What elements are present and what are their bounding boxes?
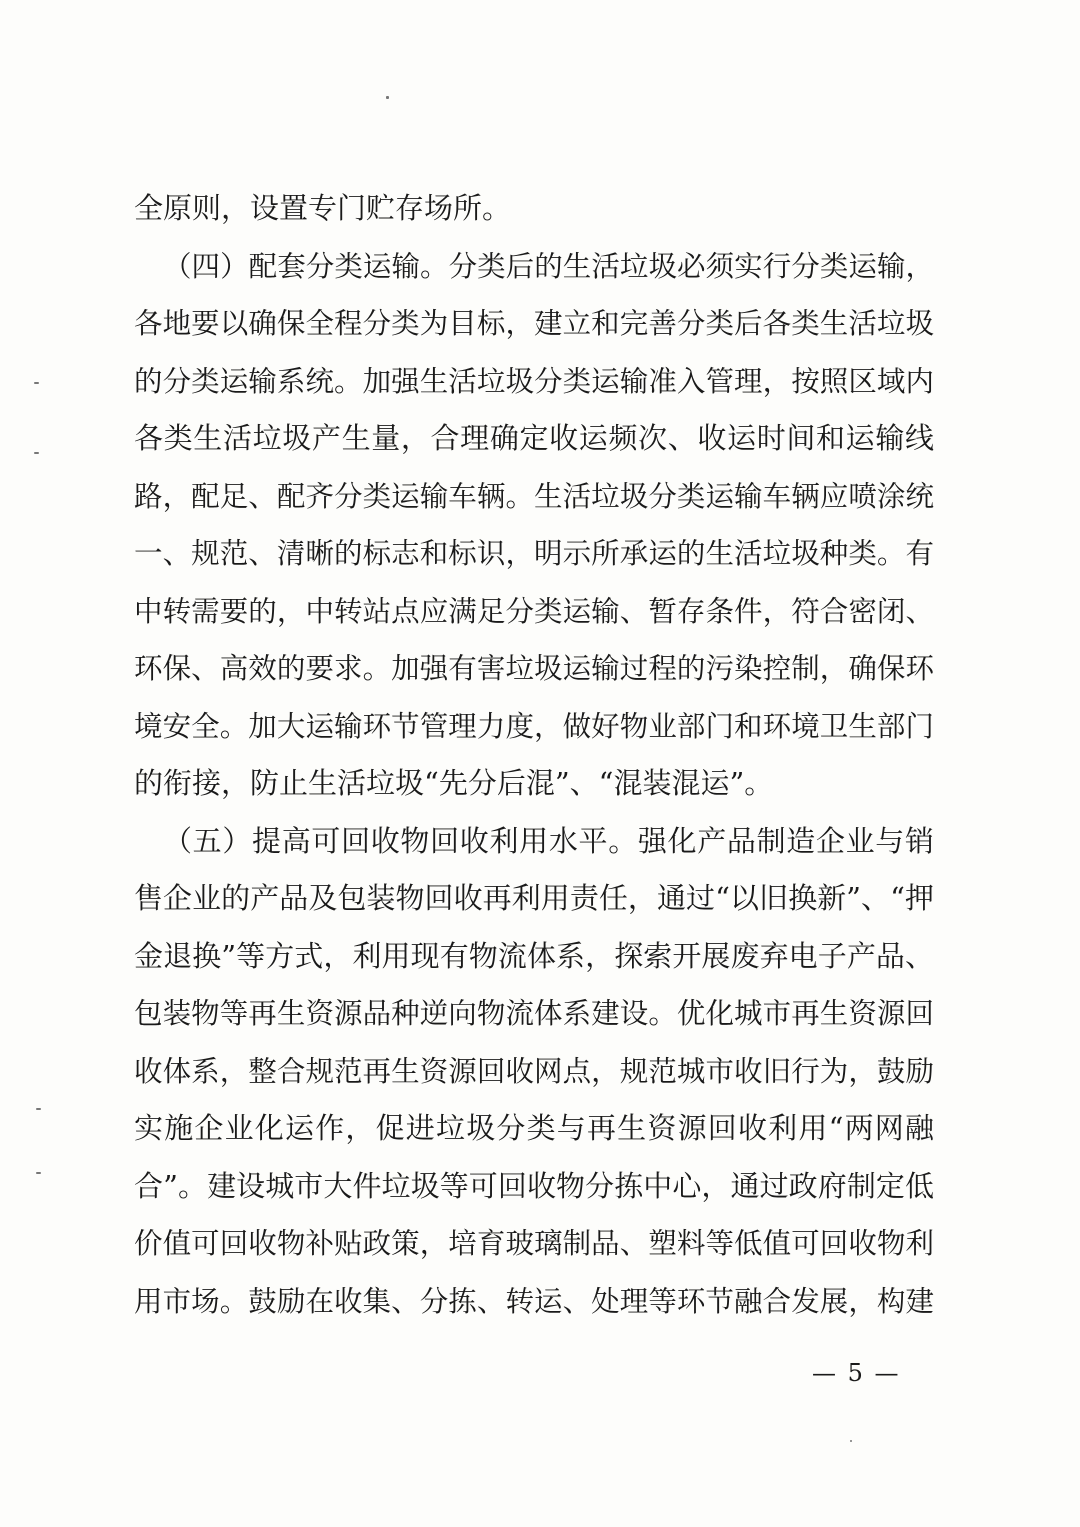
text-line: 收体系，整合规范再生资源回收网点，规范城市收旧行为，鼓励 — [134, 1054, 934, 1088]
text-line: 一、规范、清晰的标志和标识，明示所承运的生活垃圾种类。有 — [134, 537, 934, 570]
text-line: 的分类运输系统。加强生活垃圾分类运输准入管理，按照区域内 — [134, 364, 934, 398]
text-line: 售企业的产品及包装物回收再利用责任，通过“以旧换新”、“押 — [134, 881, 934, 915]
text-line: 环保、高效的要求。加强有害垃圾运输过程的污染控制，确保环 — [134, 652, 934, 685]
text-line: 用市场。鼓励在收集、分拣、转运、处理等环节融合发展，构建 — [134, 1284, 934, 1318]
text-line: （四）配套分类运输。分类后的生活垃圾必须实行分类运输， — [163, 249, 934, 283]
text-line: 价值可回收物补贴政策，培育玻璃制品、塑料等低值可回收物利 — [134, 1227, 934, 1260]
scan-speck — [34, 452, 39, 454]
scan-speck — [386, 96, 389, 99]
text-line: 的衔接，防止生活垃圾“先分后混”、“混装混运”。 — [134, 766, 774, 800]
document-body — [134, 180, 934, 1330]
text-line: 合”。建设城市大件垃圾等可回收物分拣中心，通过政府制定低 — [134, 1168, 934, 1203]
text-line: 中转需要的，中转站点应满足分类运输、暂存条件，符合密闭、 — [134, 594, 934, 628]
page-number: — 5 — — [812, 1359, 901, 1387]
text-line: 各地要以确保全程分类为目标，建立和完善分类后各类生活垃圾 — [134, 307, 934, 340]
text-line: 路，配足、配齐分类运输车辆。生活垃圾分类运输车辆应喷涂统 — [134, 479, 934, 513]
text-line: 金退换”等方式，利用现有物流体系，探索开展废弃电子产品、 — [134, 938, 934, 973]
scan-speck — [34, 382, 39, 384]
text-line: 各类生活垃圾产生量，合理确定收运频次、收运时间和运输线 — [134, 421, 934, 455]
text-line: 实施企业化运作，促进垃圾分类与再生资源回收利用“两网融 — [134, 1111, 934, 1145]
scan-speck — [850, 1440, 852, 1442]
scan-speck — [36, 1172, 41, 1174]
text-line: 境安全。加大运输环节管理力度，做好物业部门和环境卫生部门 — [134, 709, 934, 743]
text-line: 包装物等再生资源品种逆向物流体系建设。优化城市再生资源回 — [134, 997, 934, 1030]
text-line: （五）提高可回收物回收利用水平。强化产品制造企业与销 — [163, 823, 934, 858]
scan-speck — [36, 1108, 41, 1110]
text-line: 全原则，设置专门贮存场所。 — [134, 191, 512, 225]
